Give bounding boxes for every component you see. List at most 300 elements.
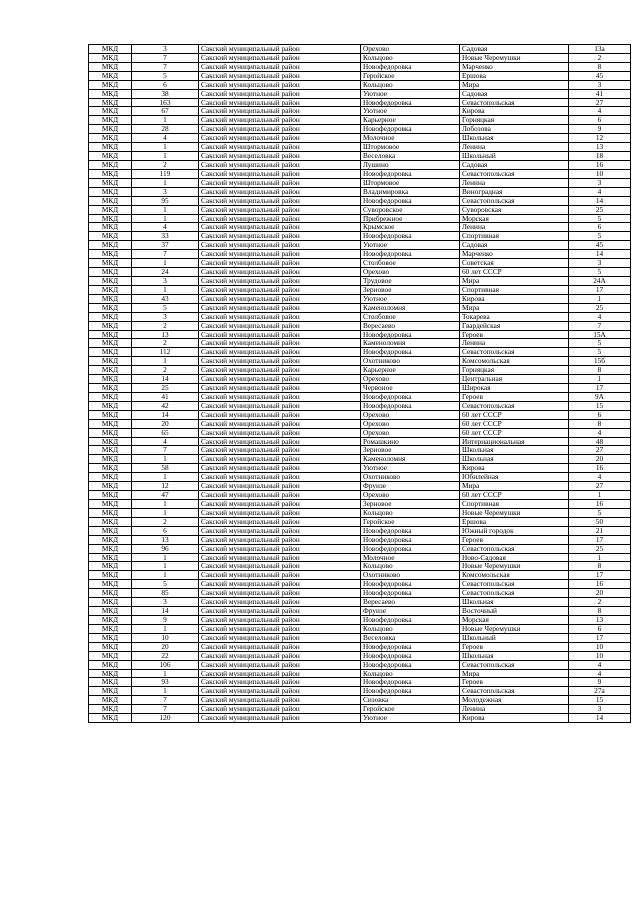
building-type-cell: МКД: [89, 419, 132, 428]
house-number-cell: 15: [569, 696, 631, 705]
count-cell: 22: [132, 651, 199, 660]
building-type-cell: МКД: [89, 428, 132, 437]
table-row: [89, 71, 631, 80]
settlement-cell: Орехово: [361, 491, 460, 500]
count-cell: 112: [132, 348, 199, 357]
district-cell: Сакский муниципальный район: [199, 303, 361, 312]
table-row: [89, 303, 631, 312]
settlement-cell: Новофедоровка: [361, 401, 460, 410]
table-row: [89, 205, 631, 214]
building-type-cell: МКД: [89, 616, 132, 625]
count-cell: 3: [132, 276, 199, 285]
settlement-cell: Новофедоровка: [361, 62, 460, 71]
building-type-cell: МКД: [89, 125, 132, 134]
house-number-cell: 17: [569, 633, 631, 642]
building-type-cell: МКД: [89, 339, 132, 348]
settlement-cell: Трудовое: [361, 276, 460, 285]
district-cell: Сакский муниципальный район: [199, 428, 361, 437]
street-cell: Кирова: [460, 107, 569, 116]
settlement-cell: Зерновое: [361, 500, 460, 509]
settlement-cell: Каменоломня: [361, 303, 460, 312]
street-cell: Ершова: [460, 517, 569, 526]
street-cell: 60 лет СССР: [460, 410, 569, 419]
building-type-cell: МКД: [89, 241, 132, 250]
street-cell: Юбилейная: [460, 473, 569, 482]
table-row: [89, 339, 631, 348]
district-cell: Сакский муниципальный район: [199, 491, 361, 500]
count-cell: 85: [132, 589, 199, 598]
district-cell: Сакский муниципальный район: [199, 500, 361, 509]
settlement-cell: Кольцово: [361, 508, 460, 517]
building-type-cell: МКД: [89, 482, 132, 491]
settlement-cell: Новофедоровка: [361, 98, 460, 107]
settlement-cell: Геройское: [361, 705, 460, 714]
building-type-cell: МКД: [89, 535, 132, 544]
count-cell: 47: [132, 491, 199, 500]
street-cell: Севастопольская: [460, 98, 569, 107]
street-cell: Молодежная: [460, 696, 569, 705]
district-cell: Сакский муниципальный район: [199, 375, 361, 384]
table-row: [89, 357, 631, 366]
count-cell: 1: [132, 473, 199, 482]
table-row: [89, 616, 631, 625]
street-cell: Гвардейская: [460, 321, 569, 330]
building-type-cell: МКД: [89, 187, 132, 196]
street-cell: Ново-Садовая: [460, 553, 569, 562]
house-number-cell: 13: [569, 616, 631, 625]
table-row: [89, 642, 631, 651]
district-cell: Сакский муниципальный район: [199, 312, 361, 321]
table-row: [89, 660, 631, 669]
district-cell: Сакский муниципальный район: [199, 62, 361, 71]
count-cell: 10: [132, 633, 199, 642]
street-cell: Комсомольская: [460, 571, 569, 580]
street-cell: 60 лет СССР: [460, 491, 569, 500]
building-type-cell: МКД: [89, 544, 132, 553]
street-cell: Морская: [460, 616, 569, 625]
settlement-cell: Орехово: [361, 268, 460, 277]
building-type-cell: МКД: [89, 134, 132, 143]
district-cell: Сакский муниципальный район: [199, 607, 361, 616]
district-cell: Сакский муниципальный район: [199, 178, 361, 187]
street-cell: Новые Черемушки: [460, 53, 569, 62]
count-cell: 41: [132, 392, 199, 401]
street-cell: Садовая: [460, 160, 569, 169]
settlement-cell: Ромашкино: [361, 437, 460, 446]
street-cell: Ершова: [460, 71, 569, 80]
building-type-cell: МКД: [89, 107, 132, 116]
count-cell: 7: [132, 705, 199, 714]
district-cell: Сакский муниципальный район: [199, 366, 361, 375]
building-type-cell: МКД: [89, 553, 132, 562]
table-row: [89, 98, 631, 107]
house-number-cell: 13а: [569, 45, 631, 54]
table-row: [89, 366, 631, 375]
table-row: [89, 696, 631, 705]
district-cell: Сакский муниципальный район: [199, 152, 361, 161]
street-cell: Ленина: [460, 223, 569, 232]
table-row: [89, 714, 631, 723]
building-type-cell: МКД: [89, 71, 132, 80]
building-type-cell: МКД: [89, 642, 132, 651]
table-row: [89, 348, 631, 357]
count-cell: 1: [132, 687, 199, 696]
district-cell: Сакский муниципальный район: [199, 143, 361, 152]
street-cell: Севастопольская: [460, 196, 569, 205]
house-number-cell: 12: [569, 134, 631, 143]
building-type-cell: МКД: [89, 508, 132, 517]
settlement-cell: Новофедоровка: [361, 580, 460, 589]
settlement-cell: Новофедоровка: [361, 250, 460, 259]
count-cell: 25: [132, 384, 199, 393]
building-type-cell: МКД: [89, 633, 132, 642]
settlement-cell: Карьерное: [361, 116, 460, 125]
table-row: [89, 428, 631, 437]
count-cell: 20: [132, 642, 199, 651]
table-row: [89, 491, 631, 500]
table-row: [89, 330, 631, 339]
district-cell: Сакский муниципальный район: [199, 384, 361, 393]
district-cell: Сакский муниципальный район: [199, 321, 361, 330]
street-cell: Мира: [460, 80, 569, 89]
district-cell: Сакский муниципальный район: [199, 589, 361, 598]
district-cell: Сакский муниципальный район: [199, 705, 361, 714]
table-row: [89, 705, 631, 714]
street-cell: Кирова: [460, 714, 569, 723]
street-cell: Садовая: [460, 45, 569, 54]
building-type-cell: МКД: [89, 89, 132, 98]
district-cell: Сакский муниципальный район: [199, 437, 361, 446]
count-cell: 106: [132, 660, 199, 669]
settlement-cell: Охотниково: [361, 571, 460, 580]
street-cell: Школьная: [460, 446, 569, 455]
settlement-cell: Карьерное: [361, 366, 460, 375]
street-cell: Лобозова: [460, 125, 569, 134]
house-number-cell: 16: [569, 464, 631, 473]
house-number-cell: 45: [569, 71, 631, 80]
house-number-cell: 20: [569, 589, 631, 598]
building-type-cell: МКД: [89, 53, 132, 62]
settlement-cell: Веселовка: [361, 633, 460, 642]
district-cell: Сакский муниципальный район: [199, 232, 361, 241]
table-row: [89, 473, 631, 482]
house-number-cell: 13: [569, 143, 631, 152]
count-cell: 2: [132, 517, 199, 526]
building-type-cell: МКД: [89, 160, 132, 169]
district-cell: Сакский муниципальный район: [199, 187, 361, 196]
house-number-cell: 24А: [569, 276, 631, 285]
table-row: [89, 535, 631, 544]
count-cell: 65: [132, 428, 199, 437]
building-type-cell: МКД: [89, 660, 132, 669]
count-cell: 33: [132, 232, 199, 241]
building-type-cell: МКД: [89, 348, 132, 357]
settlement-cell: Уютное: [361, 294, 460, 303]
district-cell: Сакский муниципальный район: [199, 642, 361, 651]
building-type-cell: МКД: [89, 464, 132, 473]
house-number-cell: 7: [569, 321, 631, 330]
house-number-cell: 4: [569, 187, 631, 196]
settlement-cell: Новофедоровка: [361, 589, 460, 598]
table-row: [89, 116, 631, 125]
table-row: [89, 294, 631, 303]
settlement-cell: Кольцово: [361, 80, 460, 89]
count-cell: 1: [132, 285, 199, 294]
street-cell: Севастопольская: [460, 544, 569, 553]
settlement-cell: Новофедоровка: [361, 687, 460, 696]
street-cell: Новые Черемушки: [460, 508, 569, 517]
street-cell: Марченко: [460, 62, 569, 71]
building-type-cell: МКД: [89, 526, 132, 535]
count-cell: 1: [132, 455, 199, 464]
count-cell: 5: [132, 71, 199, 80]
street-cell: Виноградная: [460, 187, 569, 196]
house-number-cell: 27а: [569, 687, 631, 696]
settlement-cell: Кольцово: [361, 562, 460, 571]
house-number-cell: 14: [569, 250, 631, 259]
district-cell: Сакский муниципальный район: [199, 571, 361, 580]
building-type-cell: МКД: [89, 143, 132, 152]
settlement-cell: Сизовка: [361, 696, 460, 705]
building-type-cell: МКД: [89, 375, 132, 384]
building-type-cell: МКД: [89, 446, 132, 455]
district-cell: Сакский муниципальный район: [199, 598, 361, 607]
settlement-cell: Новофедоровка: [361, 642, 460, 651]
district-cell: Сакский муниципальный район: [199, 401, 361, 410]
street-cell: Севастопольская: [460, 589, 569, 598]
building-type-cell: МКД: [89, 152, 132, 161]
street-cell: Севастопольская: [460, 580, 569, 589]
district-cell: Сакский муниципальный район: [199, 214, 361, 223]
district-cell: Сакский муниципальный район: [199, 616, 361, 625]
house-number-cell: 5: [569, 232, 631, 241]
district-cell: Сакский муниципальный район: [199, 669, 361, 678]
district-cell: Сакский муниципальный район: [199, 250, 361, 259]
house-number-cell: 14: [569, 196, 631, 205]
count-cell: 3: [132, 187, 199, 196]
district-cell: Сакский муниципальный район: [199, 107, 361, 116]
street-cell: Героев: [460, 330, 569, 339]
settlement-cell: Новофедоровка: [361, 526, 460, 535]
count-cell: 1: [132, 669, 199, 678]
table-row: [89, 196, 631, 205]
settlement-cell: Веселовка: [361, 152, 460, 161]
count-cell: 2: [132, 321, 199, 330]
district-cell: Сакский муниципальный район: [199, 294, 361, 303]
house-number-cell: 25: [569, 205, 631, 214]
table-row: [89, 384, 631, 393]
table-row: [89, 392, 631, 401]
count-cell: 1: [132, 178, 199, 187]
settlement-cell: Охотниково: [361, 473, 460, 482]
table-row: [89, 250, 631, 259]
count-cell: 13: [132, 330, 199, 339]
count-cell: 1: [132, 357, 199, 366]
house-number-cell: 8: [569, 419, 631, 428]
count-cell: 7: [132, 446, 199, 455]
building-type-cell: МКД: [89, 410, 132, 419]
settlement-cell: Зерновое: [361, 446, 460, 455]
count-cell: 42: [132, 401, 199, 410]
building-type-cell: МКД: [89, 589, 132, 598]
building-type-cell: МКД: [89, 651, 132, 660]
building-type-cell: МКД: [89, 45, 132, 54]
settlement-cell: Геройское: [361, 71, 460, 80]
house-number-cell: 6: [569, 410, 631, 419]
district-cell: Сакский муниципальный район: [199, 45, 361, 54]
district-cell: Сакский муниципальный район: [199, 446, 361, 455]
building-type-cell: МКД: [89, 562, 132, 571]
count-cell: 4: [132, 223, 199, 232]
house-number-cell: 3: [569, 259, 631, 268]
table-body: [89, 45, 631, 723]
district-cell: Сакский муниципальный район: [199, 169, 361, 178]
table-row: [89, 508, 631, 517]
house-number-cell: 15: [569, 401, 631, 410]
count-cell: 1: [132, 562, 199, 571]
house-number-cell: 17: [569, 384, 631, 393]
street-cell: Садовая: [460, 241, 569, 250]
document-page: [88, 44, 606, 723]
district-cell: Сакский муниципальный район: [199, 241, 361, 250]
street-cell: Широкая: [460, 384, 569, 393]
street-cell: Героев: [460, 392, 569, 401]
settlement-cell: Новофедоровка: [361, 232, 460, 241]
building-type-cell: МКД: [89, 491, 132, 500]
street-cell: Советская: [460, 259, 569, 268]
street-cell: Спортивная: [460, 232, 569, 241]
settlement-cell: Орехово: [361, 410, 460, 419]
district-cell: Сакский муниципальный район: [199, 482, 361, 491]
house-number-cell: 17: [569, 535, 631, 544]
count-cell: 1: [132, 152, 199, 161]
district-cell: Сакский муниципальный район: [199, 535, 361, 544]
table-row: [89, 276, 631, 285]
table-row: [89, 651, 631, 660]
house-number-cell: 17: [569, 285, 631, 294]
building-type-cell: МКД: [89, 312, 132, 321]
building-type-cell: МКД: [89, 517, 132, 526]
settlement-cell: Новофедоровка: [361, 392, 460, 401]
building-type-cell: МКД: [89, 366, 132, 375]
street-cell: Интернациональная: [460, 437, 569, 446]
house-number-cell: 21: [569, 526, 631, 535]
house-number-cell: 10: [569, 642, 631, 651]
house-number-cell: 3: [569, 705, 631, 714]
district-cell: Сакский муниципальный район: [199, 553, 361, 562]
house-number-cell: 9: [569, 125, 631, 134]
house-number-cell: 8: [569, 366, 631, 375]
house-number-cell: 8: [569, 607, 631, 616]
table-row: [89, 598, 631, 607]
house-number-cell: 4: [569, 107, 631, 116]
house-number-cell: 27: [569, 446, 631, 455]
street-cell: Комсомольская: [460, 357, 569, 366]
settlement-cell: Новофедоровка: [361, 330, 460, 339]
table-row: [89, 321, 631, 330]
table-row: [89, 482, 631, 491]
table-row: [89, 125, 631, 134]
street-cell: Горняцкая: [460, 366, 569, 375]
count-cell: 9: [132, 616, 199, 625]
house-number-cell: 48: [569, 437, 631, 446]
settlement-cell: Уютное: [361, 107, 460, 116]
count-cell: 1: [132, 624, 199, 633]
count-cell: 43: [132, 294, 199, 303]
count-cell: 2: [132, 339, 199, 348]
settlement-cell: Орехово: [361, 45, 460, 54]
table-row: [89, 553, 631, 562]
settlement-cell: Столбовое: [361, 259, 460, 268]
district-cell: Сакский муниципальный район: [199, 134, 361, 143]
house-number-cell: 1: [569, 553, 631, 562]
count-cell: 7: [132, 53, 199, 62]
settlement-cell: Суворовское: [361, 205, 460, 214]
building-type-cell: МКД: [89, 598, 132, 607]
settlement-cell: Кольцово: [361, 669, 460, 678]
settlement-cell: Кольцово: [361, 624, 460, 633]
building-type-cell: МКД: [89, 294, 132, 303]
settlement-cell: Молочное: [361, 134, 460, 143]
settlement-cell: Новофедоровка: [361, 125, 460, 134]
building-type-cell: МКД: [89, 705, 132, 714]
table-row: [89, 580, 631, 589]
count-cell: 7: [132, 250, 199, 259]
district-cell: Сакский муниципальный район: [199, 660, 361, 669]
table-row: [89, 268, 631, 277]
settlement-cell: Молочное: [361, 553, 460, 562]
settlement-cell: Каменоломня: [361, 339, 460, 348]
street-cell: Спортивная: [460, 285, 569, 294]
street-cell: 60 лет СССР: [460, 428, 569, 437]
table-row: [89, 517, 631, 526]
settlement-cell: Владимировка: [361, 187, 460, 196]
street-cell: Ленина: [460, 339, 569, 348]
count-cell: 4: [132, 437, 199, 446]
house-number-cell: 2: [569, 598, 631, 607]
street-cell: Севастопольская: [460, 348, 569, 357]
settlement-cell: Новофедоровка: [361, 544, 460, 553]
count-cell: 2: [132, 366, 199, 375]
settlement-cell: Уютное: [361, 464, 460, 473]
district-cell: Сакский муниципальный район: [199, 276, 361, 285]
table-row: [89, 241, 631, 250]
street-cell: Мира: [460, 303, 569, 312]
building-type-cell: МКД: [89, 607, 132, 616]
settlement-cell: Орехово: [361, 375, 460, 384]
district-cell: Сакский муниципальный район: [199, 71, 361, 80]
house-number-cell: 5: [569, 348, 631, 357]
table-row: [89, 419, 631, 428]
building-type-cell: МКД: [89, 205, 132, 214]
count-cell: 7: [132, 696, 199, 705]
house-number-cell: 16: [569, 160, 631, 169]
settlement-cell: Новофедоровка: [361, 616, 460, 625]
table-row: [89, 53, 631, 62]
table-row: [89, 232, 631, 241]
table-row: [89, 500, 631, 509]
district-cell: Сакский муниципальный район: [199, 285, 361, 294]
district-cell: Сакский муниципальный район: [199, 357, 361, 366]
house-number-cell: 3: [569, 80, 631, 89]
settlement-cell: Вересаево: [361, 598, 460, 607]
count-cell: 3: [132, 312, 199, 321]
house-number-cell: 6: [569, 624, 631, 633]
street-cell: Ленина: [460, 143, 569, 152]
building-type-cell: МКД: [89, 392, 132, 401]
count-cell: 5: [132, 303, 199, 312]
count-cell: 28: [132, 125, 199, 134]
